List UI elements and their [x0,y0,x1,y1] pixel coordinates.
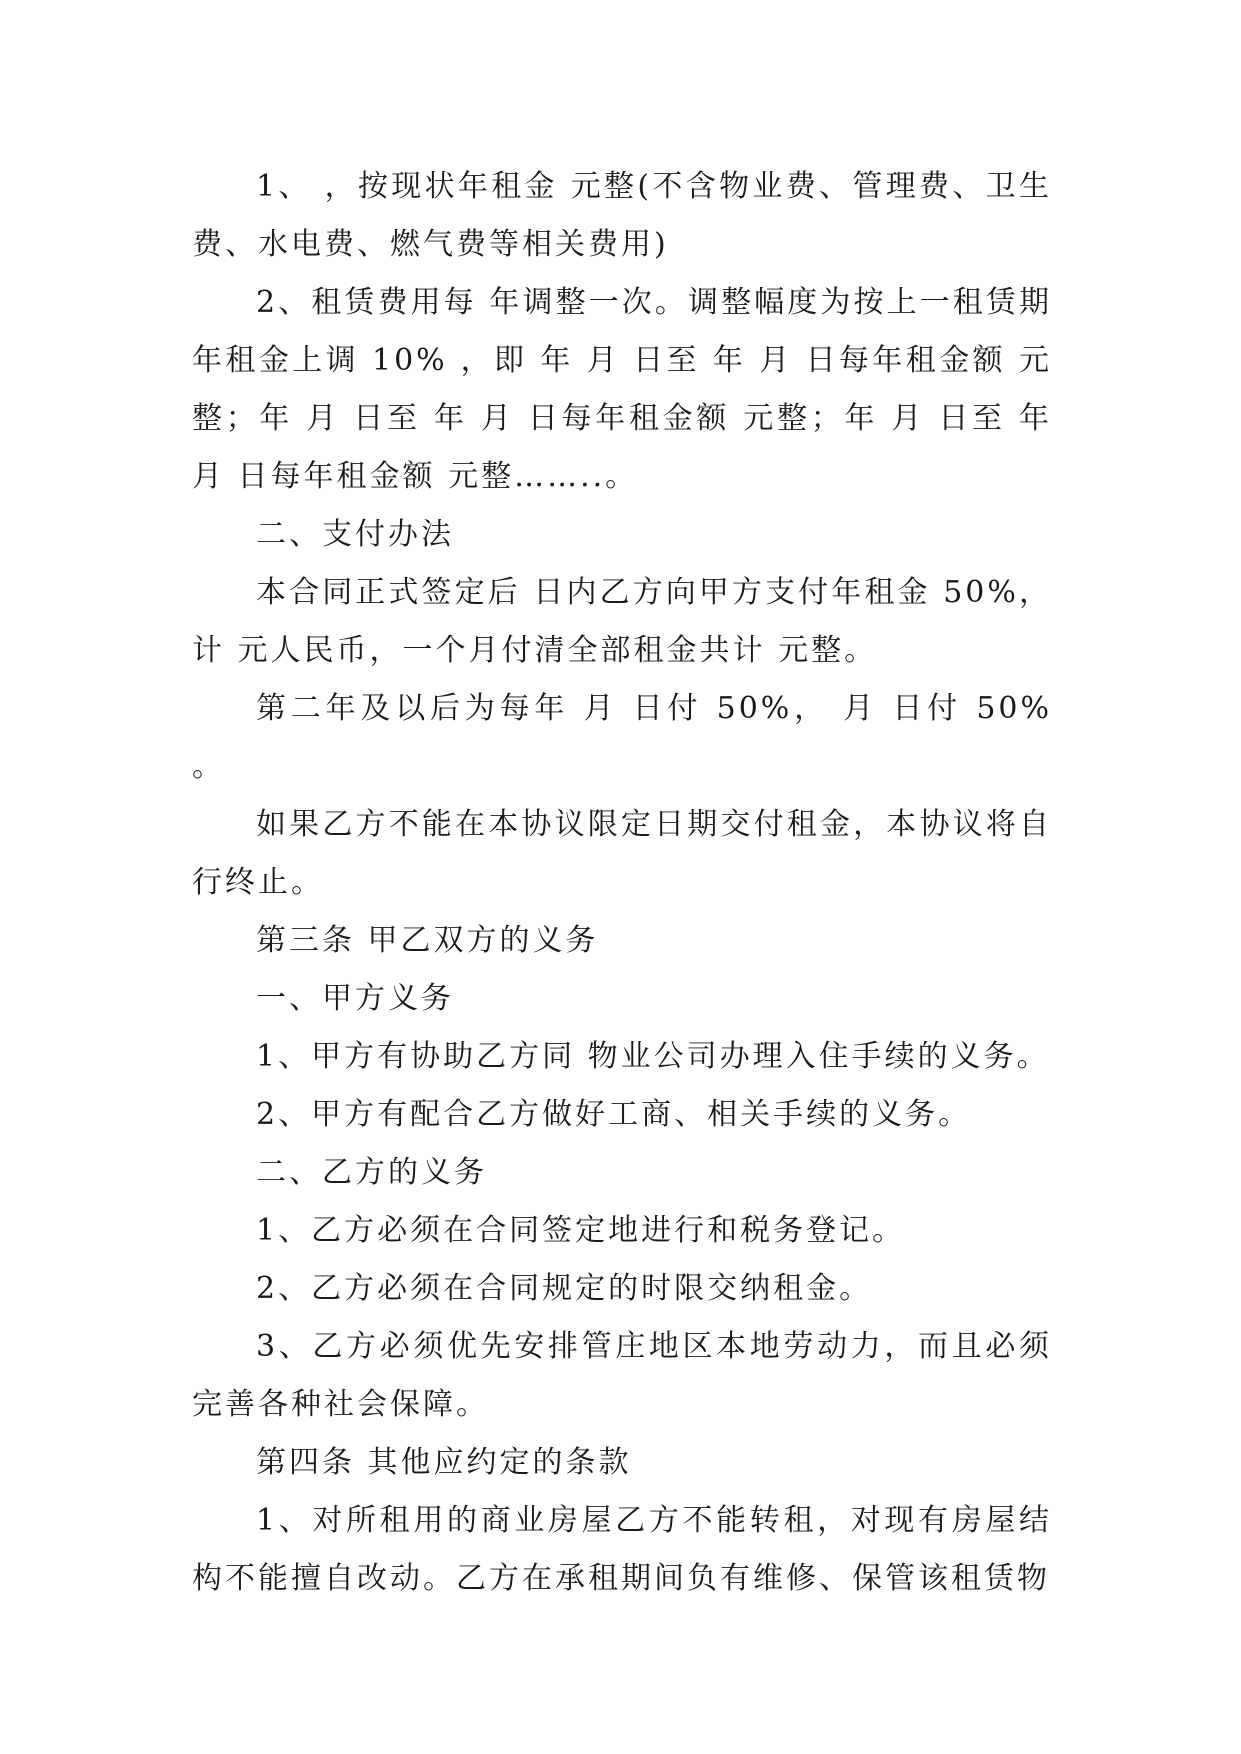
heading-payment-method: 二、支付办法 [256,517,454,552]
paragraph-other-terms-item-1: 1、对所租用的商业房屋乙方不能转租，对现有房屋结构不能擅自改动。乙方在承租期间负有维修、保管该租赁物 [192,1503,1052,1596]
heading-article-three: 第三条 甲乙双方的义务 [256,923,599,958]
document-body [192,158,1052,1608]
paragraph-party-b-item-2: 2、乙方必须在合同规定的时限交纳租金。 [256,1271,873,1306]
heading-article-four: 第四条 其他应约定的条款 [256,1445,632,1480]
paragraph-rent-adjustment: 2、租赁费用每 年调整一次。调整幅度为按上一租赁期年租金上调 10% ，即 年 月 日至 年 月 日每年租金额 元整；年 月 日至 年 月 日每年租金额 元整；年 月 日至 年 月 日每年租金额 元整……..。 [192,285,1052,494]
paragraph-first-payment: 本合同正式签定后 日内乙方向甲方支付年租金 50%，计 元人民币，一个月付清全部租金共计 元整。 [192,575,1052,668]
heading-party-b-obligations: 二、乙方的义务 [256,1155,487,1190]
heading-party-a-obligations: 一、甲方义务 [256,981,454,1016]
paragraph-party-a-item-2: 2、甲方有配合乙方做好工商、相关手续的义务。 [256,1097,972,1132]
paragraph-party-b-item-3: 3、乙方必须优先安排管庄地区本地劳动力，而且必须完善各种社会保障。 [192,1329,1052,1422]
paragraph-termination: 如果乙方不能在本协议限定日期交付租金，本协议将自行终止。 [192,807,1052,900]
paragraph-party-a-item-1: 1、甲方有协助乙方同 物业公司办理入住手续的义务。 [256,1039,1050,1074]
paragraph-rent-amount: 1、 ，按现状年租金 元整(不含物业费、管理费、卫生费、水电费、燃气费等相关费用) [192,169,1052,262]
paragraph-later-payments: 第二年及以后为每年 月 日付 50%， 月 日付 50% 。 [192,691,1052,784]
paragraph-party-b-item-1: 1、乙方必须在合同签定地进行和税务登记。 [256,1213,906,1248]
